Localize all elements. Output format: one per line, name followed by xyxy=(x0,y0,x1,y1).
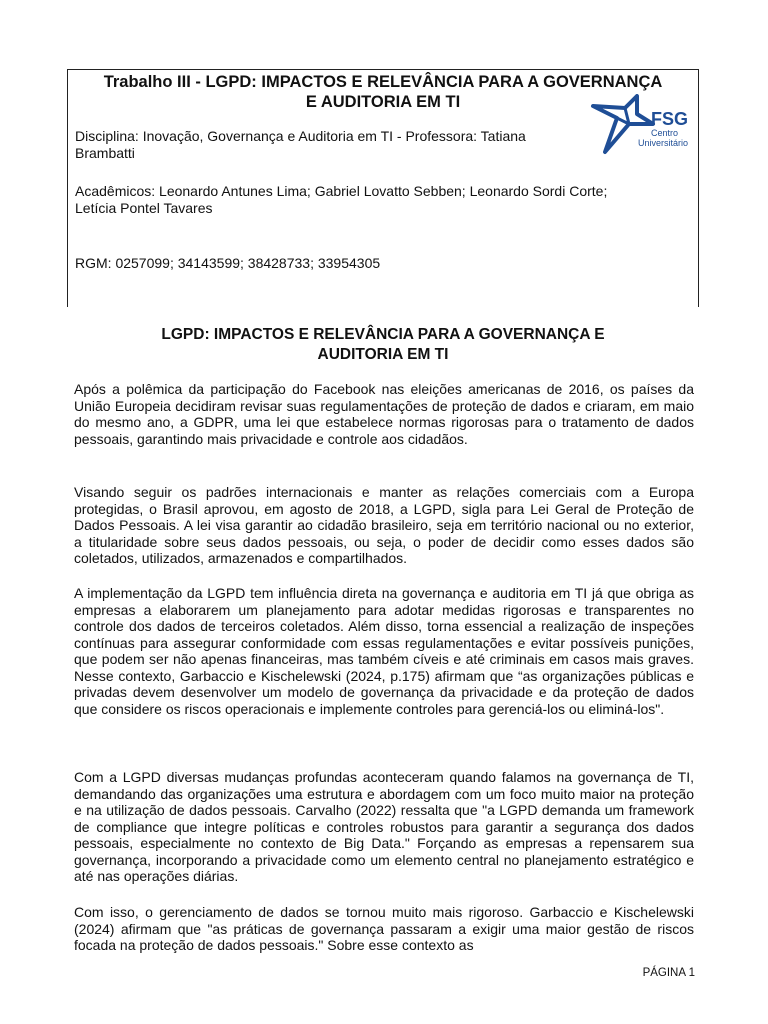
paragraph: Visando seguir os padrões internacionais e manter as relações comerciais com a Europa protegidas, o Brasil aprovou, em agosto de 2018, a LGPD, sigla para Lei Geral de Proteção de Dados Pessoais. A lei visa garantir ao cidadão brasileiro, seja em território nacional ou no exterior, a titularidade sobre seus dados pessoais, ou seja, o poder de decidir como esses dados são coletados, utilizados, armazenados e compartilhados. xyxy=(74,484,694,566)
header-title-line1: Trabalho III - LGPD: IMPACTOS E RELEVÂNCIA PARA A GOVERNANÇA xyxy=(103,73,663,91)
academicos-line2: Letícia Pontel Tavares xyxy=(75,200,213,216)
fsg-logo xyxy=(585,94,700,156)
academicos-line1: Acadêmicos: Leonardo Antunes Lima; Gabriel Lovatto Sebben; Leonardo Sordi Corte; xyxy=(75,183,608,199)
document-title xyxy=(67,325,699,365)
rgm-text: RGM: 0257099; 34143599; 38428733; 33954305 xyxy=(75,255,381,271)
disciplina-line2: Brambatti xyxy=(75,145,135,161)
paragraph: Com isso, o gerenciamento de dados se tornou muito mais rigoroso. Garbaccio e Kischelewski (2024) afirmam que "as práticas de governança passaram a exigir uma maior gestão de riscos focada na proteção de dados pessoais." Sobre esse contexto as xyxy=(74,904,694,953)
academicos-text xyxy=(75,183,607,217)
header-title-line2: E AUDITORIA EM TI xyxy=(305,93,461,111)
disciplina-line1: Disciplina: Inovação, Governança e Auditoria em TI - Professora: Tatiana xyxy=(75,128,526,144)
logo-line2: Universitário xyxy=(638,138,689,148)
document-title-line1: LGPD: IMPACTOS E RELEVÂNCIA PARA A GOVERNANÇA E xyxy=(161,326,605,343)
logo-brand: FSG xyxy=(651,109,689,129)
paragraph: Com a LGPD diversas mudanças profundas aconteceram quando falamos na governança de TI, demandando das organizações uma estrutura e abordagem com um foco muito maior na proteção e na utilização de dados pessoais. Carvalho (2022) ressalta que "a LGPD demanda um framework de compliance que integre políticas e controles robustos para garantir a segurança dos dados pessoais, especialmente no contexto de Big Data." Forçando as empresas a repensarem sua governança, incorporando a privacidade como um elemento central no planejamento estratégico e até nas operações diárias. xyxy=(74,769,694,884)
header-box xyxy=(67,69,699,307)
document-title-line2: AUDITORIA EM TI xyxy=(317,346,449,363)
page-number: PÁGINA 1 xyxy=(642,967,695,979)
logo-line1: Centro xyxy=(651,128,679,138)
paragraph: A implementação da LGPD tem influência direta na governança e auditoria em TI já que obriga as empresas a elaborarem um planejamento para adotar medidas rigorosas e transparentes no controle dos dados de terceiros coletados. Além disso, torna essencial a realização de inspeções contínuas para assegurar conformidade com essas regulamentações e evitar possíveis punições, que podem ser não apenas financeiras, mas também cíveis e até criminais em casos mais graves. Nesse contexto, Garbaccio e Kischelewski (2024, p.175) afirmam que “as organizações públicas e privadas devem desenvolver um modelo de governança da privacidade e da proteção de dados que considere os riscos operacionais e implemente controles para gerenciá-los ou eliminá-los". xyxy=(74,585,694,717)
paragraph: Após a polêmica da participação do Facebook nas eleições americanas de 2016, os países da União Europeia decidiram revisar suas regulamentações de proteção de dados e criaram, em maio do mesmo ano, a GDPR, uma lei que estabelece normas rigorosas para o tratamento de dados pessoais, garantindo mais privacidade e controle aos cidadãos. xyxy=(74,381,694,447)
disciplina-text xyxy=(75,128,526,162)
